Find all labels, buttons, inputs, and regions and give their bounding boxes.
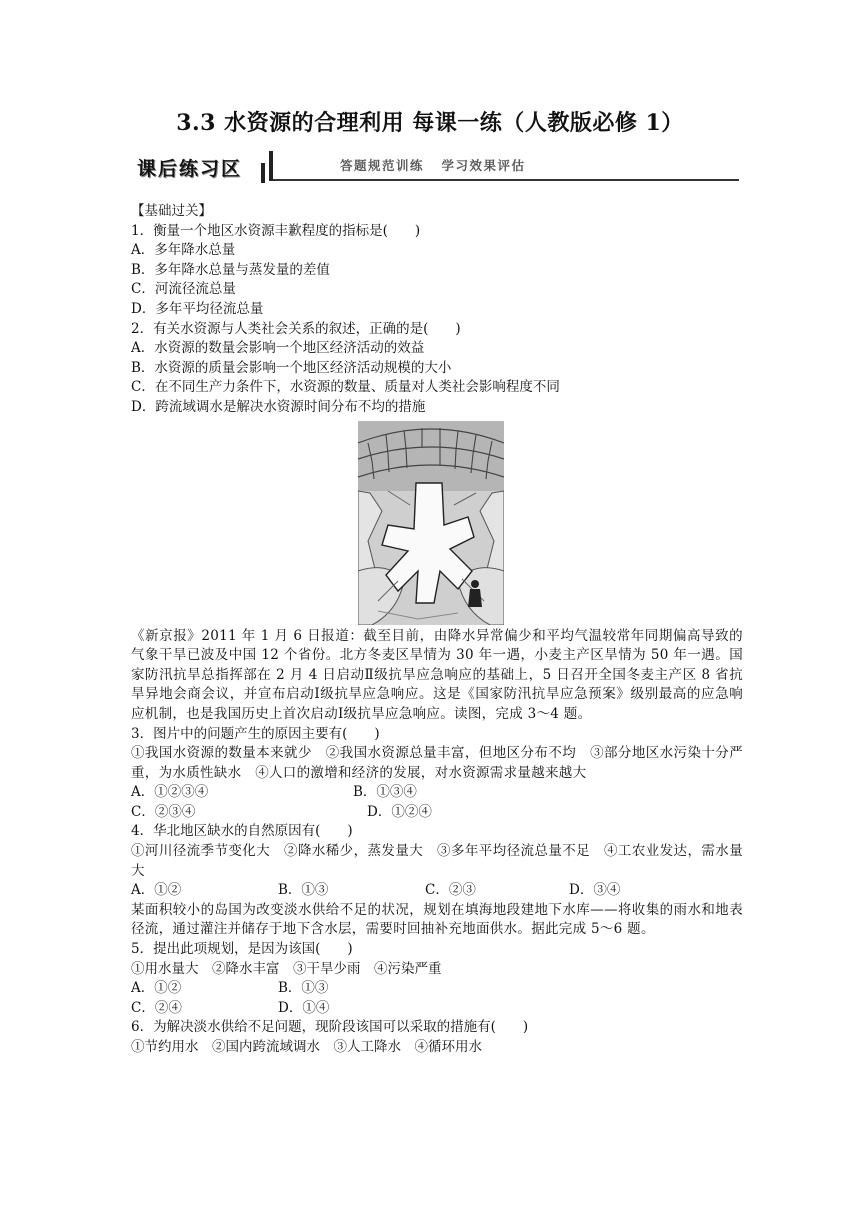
banner-label-box [133,149,267,183]
question-4-body: ①河川径流季节变化大 ②降水稀少，蒸发量大 ③多年平均径流总量不足 ④工农业发达，需水量大 [131,843,743,879]
question-5-option-c: C．②④ [131,999,182,1016]
question-4-option-a: A．①② [131,882,182,899]
question-2-option-c: C．在不同生产力条件下，水资源的数量、质量对人类社会影响程度不同 [131,379,560,396]
question-1-option-d: D．多年平均径流总量 [131,300,264,317]
question-3-option-d: D．①②④ [367,803,432,820]
question-4-option-b: B．①③ [278,882,329,899]
question-2-option-d: D．跨流域调水是解决水资源时间分布不均的措施 [131,398,426,415]
question-1-option-a: A．多年降水总量 [131,242,236,259]
question-3-option-b: B．①③④ [353,784,417,801]
question-3-options-row-1 [131,783,743,803]
question-3-stem: 3．图片中的问题产生的原因主要有( ) [131,725,380,742]
question-2-option-a: A．水资源的数量会影响一个地区经济活动的效益 [131,340,425,357]
banner-rule [273,179,739,181]
question-5-stem: 5．提出此项规划，是因为该国( ) [131,941,353,958]
question-3-options-row-2 [131,803,743,823]
question-4-options [131,881,743,901]
passage-xinjingbao: 《新京报》2011 年 1 月 6 日报道：截至目前，由降水异常偏少和平均气温较常年同期偏高导致的气象干旱已波及中国 12 个省份。北方冬麦区旱情为 30 年一遇，小麦主产区旱情为 50 年一遇。国家防汛抗旱总指挥部在 2 月 4 日启动Ⅱ级抗旱应急响应的基础上，5 日召开全国冬麦主产区 8 省抗旱异地会商会议，并宣布启动Ⅰ级抗旱应急响应。这是《国家防汛抗旱应急预案》级别最高的应急响应机制，也是我国历史上首次启动Ⅰ级抗旱应急响应。读图，完成 3～4 题。 [131,627,743,722]
worksheet-content [131,202,743,1058]
banner-accent-bar [269,151,273,181]
question-1-stem: 1．衡量一个地区水资源丰歉程度的指标是( ) [131,222,421,239]
question-2-stem: 2．有关水资源与人类社会关系的叙述，正确的是( ) [131,320,461,337]
question-1-option-b: B．多年降水总量与蒸发量的差值 [131,261,330,278]
banner-subtitle: 答题规范训练 学习效果评估 [340,158,526,173]
question-4-stem: 4．华北地区缺水的自然原因有( ) [131,823,353,840]
question-2-option-b: B．水资源的质量会影响一个地区经济活动规模的大小 [131,359,452,376]
section-banner [133,149,739,185]
question-3-option-a: A．①②③④ [131,784,209,801]
question-6-body: ①节约用水 ②国内跨流域调水 ③人工降水 ④循环用水 [131,1039,482,1055]
question-5-options-row-2 [131,999,743,1019]
question-5-option-a: A．①② [131,980,182,997]
question-3-body: ①我国水资源的数量本来就少 ②我国水资源总量丰富，但地区分布不均 ③部分地区水污染十分严重，为水质性缺水 ④人口的激增和经济的发展，对水资源需求量越来越大 [131,745,743,781]
passage-island-nation: 某面积较小的岛国为改变淡水供给不足的状况，规划在填海地段建地下水库——将收集的雨水和地表径流，通过灌注并储存于地下含水层，需要时回抽补充地面供水。据此完成 5～6 题。 [131,901,743,938]
banner-label: 课后练习区 [137,158,243,180]
question-4-option-d: D．③④ [569,882,621,899]
banner-accent-bar [261,163,265,183]
section-heading: 【基础过关】 [131,203,212,219]
page-title: 3.3 水资源的合理利用 每课一练（人教版必修 1） [176,110,684,136]
question-5-options-row-1 [131,979,743,999]
question-5-body: ①用水量大 ②降水丰富 ③干旱少雨 ④污染严重 [131,960,442,977]
question-4-option-c: C．②③ [425,882,476,899]
drought-figure [358,421,504,625]
drought-illustration [358,421,504,625]
question-5-option-d: D．①④ [278,999,330,1016]
question-3-option-c: C．②③④ [131,803,196,820]
question-6-stem: 6．为解决淡水供给不足问题，现阶段该国可以采取的措施有( ) [131,1019,529,1036]
question-5-option-b: B．①③ [278,980,329,997]
question-1-option-c: C．河流径流总量 [131,281,236,298]
